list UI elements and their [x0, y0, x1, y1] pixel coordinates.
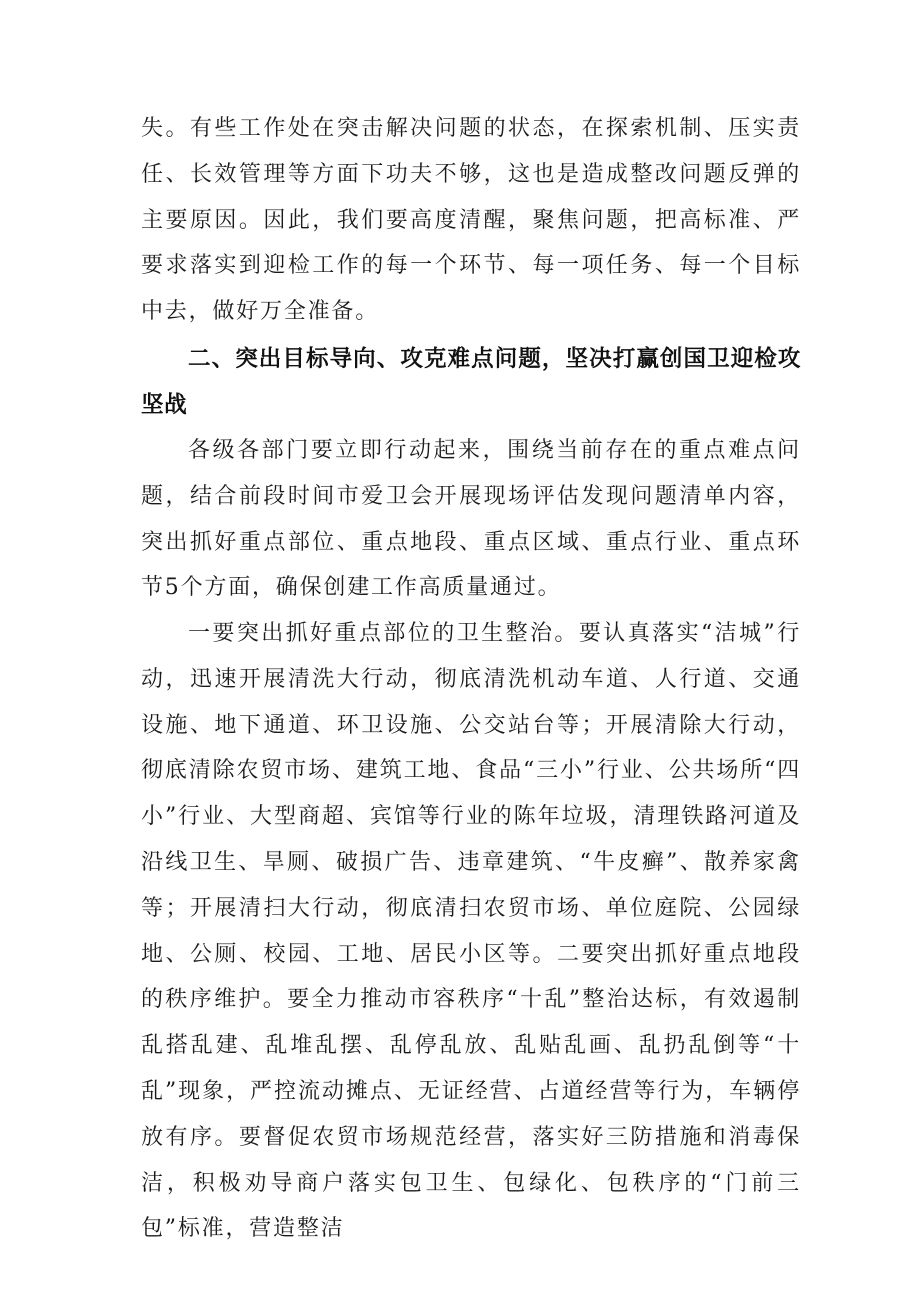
paragraph-text: 各级各部门要立即行动起来，围绕当前存在的重点难点问题，结合前段时间市爱卫会开展现场评估发现问题清单内容，突出抓好重点部位、重点地段、重点区域、重点行业、重点环节5个方面，确保创建工作高质量通过。: [141, 438, 801, 601]
paragraph-measures-block: [141, 611, 801, 1252]
paragraph-text: 一要突出抓好重点部位的卫生整治。要认真落实“洁城”行动，迅速开展清洗大行动，彻底清洗机动车道、人行道、交通设施、地下通道、环卫设施、公交站台等；开展清除大行动，彻底清除农贸市场、建筑工地、食品“三小”行业、公共场所“四小”行业、大型商超、宾馆等行业的陈年垃圾，清理铁路河道及沿线卫生、旱厕、破损广告、违章建筑、“牛皮癣”、散养家禽等；开展清扫大行动，彻底清扫农贸市场、单位庭院、公园绿地、公厕、校园、工地、居民小区等。二要突出抓好重点地段的秩序维护。要全力推动市容秩序“十乱”整治达标，有效遏制乱搭乱建、乱堆乱摆、乱停乱放、乱贴乱画、乱扔乱倒等“十乱”现象，严控流动摊点、无证经营、占道经营等行为，车辆停放有序。要督促农贸市场规范经营，落实好三防措施和消毒保洁，积极劝导商户落实包卫生、包绿化、包秩序的“门前三包”标准，营造整洁: [141, 621, 801, 1242]
section-heading: 二、突出目标导向、攻克难点问题，坚决打赢创国卫迎检攻坚战: [141, 346, 801, 418]
paragraph-intro-block: [141, 428, 801, 611]
section-heading-block: [141, 337, 801, 429]
paragraph-continuation: [141, 106, 801, 335]
paragraph-text: 失。有些工作处在突击解决问题的状态，在探索机制、压实责任、长效管理等方面下功夫不够，这也是造成整改问题反弹的主要原因。因此，我们要高度清醒，聚焦问题，把高标准、严要求落实到迎检工作的每一个环节、每一项任务、每一个目标中去，做好万全准备。: [141, 116, 801, 325]
